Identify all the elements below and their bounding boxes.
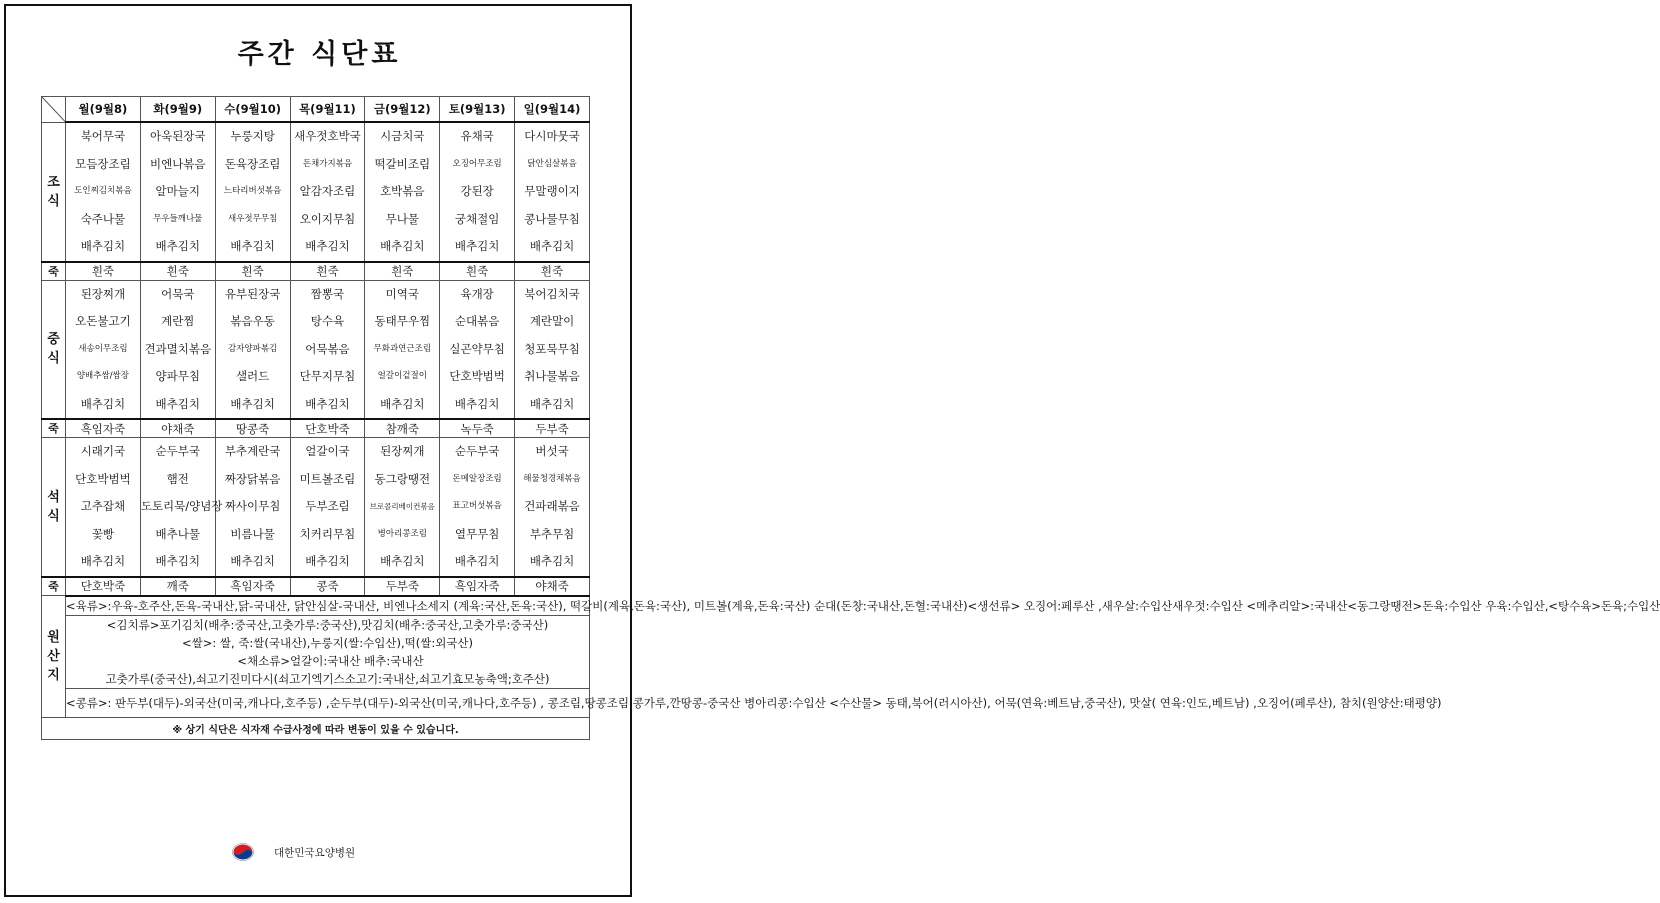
menu-item: 된장찌개 <box>80 286 126 301</box>
origin-line: <육류>:우육-호주산,돈육-국내산,닭-국내산, 닭안심살-국내산, 비엔나소세지 (계육:국산,돈육:국산), 떡갈비(계육,돈육:국산), 미트볼(계육,돈육:국산) 순대(돈창:국내산,돈혈:국내산)<생선류> 오징어:페루산 ,새우살:수입산새우젓:수입산 <메추리알>:국내산<동그랑땡전>돈육:수입산 우육:수입산,<탕수육>돈육;수입산 <box>66 598 1660 613</box>
menu-item: 열무무침 <box>454 526 500 541</box>
menu-item: 북어무국 <box>80 129 126 143</box>
day-header: 월(9월8) <box>66 97 141 123</box>
origin-line: <쌀>: 쌀, 죽:쌀(국내산),누룽지(쌀:수입산),떡(쌀:외국산) <box>181 635 474 650</box>
day-menu-cell <box>515 280 590 419</box>
menu-item: 육개장 <box>460 286 494 301</box>
day-header: 일(9월14) <box>515 97 590 123</box>
origin-block-meat <box>66 596 1660 616</box>
porridge-item: 흰죽 <box>365 262 440 281</box>
menu-item: 짜장닭볶음 <box>224 471 281 486</box>
page-title: 주간 식단표 <box>237 39 402 70</box>
meal-label: 중 식 <box>42 280 66 419</box>
menu-item: 양배추쌈/쌈장 <box>76 371 129 381</box>
org-name: 대한민국요양병원 <box>274 846 356 859</box>
menu-item: 도토리묵/양념장 <box>140 499 223 513</box>
day-menu-cell <box>215 122 290 262</box>
menu-item: 부추계란국 <box>224 444 281 458</box>
porridge-item: 단호박죽 <box>66 577 141 596</box>
day-menu-cell <box>140 122 215 262</box>
menu-item: 비엔나볶음 <box>149 156 206 171</box>
menu-item: 고추잡채 <box>80 499 126 513</box>
day-menu-cell <box>365 122 440 262</box>
menu-item: 비름나물 <box>230 526 275 541</box>
menu-item: 병아리콩조림 <box>377 528 427 539</box>
menu-item: 된장찌개 <box>380 444 425 458</box>
menu-item: 알감자조림 <box>299 184 356 198</box>
origin-line: <김치류>포기김치(배추:중국산,고춧가루:중국산),맛김치(배추:중국산,고춧가루:중국산) <box>106 617 549 632</box>
porridge-item: 흑임자죽 <box>215 577 290 596</box>
day-menu-cell <box>290 122 365 262</box>
menu-item: 단호박범벅 <box>75 471 131 486</box>
menu-item: 미트볼조림 <box>299 471 356 486</box>
menu-item: 배추김치 <box>305 554 350 568</box>
porridge-item: 참깨죽 <box>365 419 440 438</box>
juk-label: 죽 <box>42 419 66 438</box>
menu-item: 호박볶음 <box>380 184 425 198</box>
menu-item: 순두부국 <box>155 444 200 458</box>
footer <box>232 842 355 862</box>
menu-item: 느타리버섯볶음 <box>223 186 282 196</box>
menu-item: 동태무우찜 <box>374 314 431 328</box>
menu-item: 어묵볶음 <box>305 341 350 356</box>
menu-item: 취나물볶음 <box>524 369 580 383</box>
origin-line: <콩류>: 판두부(대두)-외국산(미국,캐나다,호주등) ,순두부(대두)-외국산(미국,캐나다,호주등) , 콩조림,땅콩조림,콩가루,깐땅콩-중국산 병아리콩:수입산 <수산물> 동태,북어(러시아산), 어묵(연육:베트남,중국산), 맛살( 연육:인도,베트남) ,오징어(페루산), 참치(원양산:태평양) <box>66 695 1442 710</box>
origin-block-beans-seafood <box>66 688 1442 717</box>
day-menu-cell <box>515 122 590 262</box>
menu-item: 오돈불고기 <box>75 314 131 328</box>
menu-item: 새송이무조림 <box>78 343 128 354</box>
day-menu-cell <box>365 280 440 419</box>
menu-item: 브로콜리베이컨볶음 <box>369 502 435 511</box>
menu-item: 배추김치 <box>380 396 425 411</box>
menu-item: 배추김치 <box>305 396 350 411</box>
menu-item: 배추김치 <box>380 554 425 568</box>
menu-item: 표고버섯볶음 <box>452 501 502 511</box>
menu-item: 무화과연근조림 <box>373 343 432 354</box>
menu-item: 배추김치 <box>529 396 575 411</box>
menu-item: 돈메알장조림 <box>452 473 502 484</box>
menu-item: 배추김치 <box>230 239 275 253</box>
menu-item: 숙주나물 <box>80 211 126 226</box>
porridge-item: 야채죽 <box>515 577 590 596</box>
menu-item: 두부조림 <box>305 499 350 513</box>
menu-item: 계란찜 <box>161 314 195 328</box>
menu-item: 다시마뭇국 <box>524 129 580 143</box>
menu-item: 배추김치 <box>380 239 425 253</box>
meal-label: 석 식 <box>42 438 66 577</box>
porridge-item: 흑임자죽 <box>66 419 141 438</box>
day-menu-cell <box>440 122 515 262</box>
menu-item: 샐러드 <box>235 369 270 383</box>
menu-item: 닭안심살볶음 <box>527 158 577 169</box>
day-menu-cell <box>66 438 141 577</box>
juk-label: 죽 <box>42 262 66 281</box>
menu-item: 순대볶음 <box>454 314 500 328</box>
day-menu-cell <box>290 280 365 419</box>
menu-item: 배추김치 <box>529 239 575 253</box>
menu-item: 시래기국 <box>80 444 126 458</box>
day-menu-cell <box>290 438 365 577</box>
menu-item: 시금치국 <box>380 129 425 143</box>
porridge-item: 단호박죽 <box>290 419 365 438</box>
menu-item: 돈채가지볶음 <box>302 158 353 169</box>
menu-item: 배추김치 <box>155 396 200 411</box>
menu-item: 볶음우동 <box>230 314 275 328</box>
menu-item: 배추김치 <box>305 239 350 253</box>
day-header: 수(9월10) <box>215 97 290 123</box>
porridge-item: 녹두죽 <box>440 419 515 438</box>
porridge-item: 땅콩죽 <box>215 419 290 438</box>
menu-item: 유부된장국 <box>224 286 281 301</box>
menu-item: 실곤약무침 <box>449 341 505 356</box>
menu-item: 새우젓무무침 <box>227 213 278 224</box>
menu-item: 버섯국 <box>535 444 569 458</box>
menu-item: 떡갈비조림 <box>374 156 431 171</box>
weekly-menu-table <box>41 96 1660 740</box>
menu-item: 유채국 <box>460 129 494 143</box>
day-menu-cell <box>140 438 223 577</box>
menu-item: 돈육장조림 <box>224 156 281 171</box>
menu-item: 해물청경채볶음 <box>523 473 581 484</box>
menu-item: 감자양파볶김 <box>227 343 278 354</box>
day-menu-cell <box>440 280 515 419</box>
meal-label: 조 식 <box>42 122 66 262</box>
menu-item: 모듬장조림 <box>75 156 131 171</box>
menu-item: 단무지무침 <box>299 369 356 383</box>
menu-item: 치커리무침 <box>299 526 356 541</box>
origin-line: 고춧가루(중국산),쇠고기진미다시(쇠고기엑기스소고기:국내산,쇠고기효모농축액;호주산) <box>105 671 550 686</box>
menu-item: 무우들깨나물 <box>153 213 203 224</box>
menu-item: 알마늘지 <box>155 184 200 198</box>
menu-item: 배추김치 <box>529 554 575 568</box>
menu-item: 도인찌김치볶음 <box>74 186 132 196</box>
notice: ※ 상기 식단은 식자재 수급사정에 따라 변동이 있을 수 있습니다. <box>42 717 590 739</box>
menu-item: 오징어무조림 <box>452 158 502 169</box>
menu-item: 동그랑땡전 <box>374 471 431 486</box>
menu-item: 건파래볶음 <box>524 499 580 513</box>
porridge-item: 흰죽 <box>440 262 515 281</box>
menu-item: 배추김치 <box>155 554 200 568</box>
day-header: 토(9월13) <box>440 97 515 123</box>
menu-item: 배추김치 <box>80 554 126 568</box>
origin-block-kimchi-rice <box>66 615 590 688</box>
origin-line: <채소류>얼갈이:국내산 배추:국내산 <box>237 653 424 668</box>
menu-item: 배추김치 <box>230 396 275 411</box>
menu-item: 견과멸치볶음 <box>144 341 212 356</box>
menu-item: 부추무침 <box>529 526 575 541</box>
menu-item: 배추김치 <box>230 554 275 568</box>
day-menu-cell <box>66 280 141 419</box>
day-menu-cell <box>515 438 590 577</box>
menu-item: 궁채절임 <box>454 211 500 226</box>
porridge-item: 흰죽 <box>290 262 365 281</box>
menu-item: 양파무침 <box>155 369 200 383</box>
porridge-item: 흰죽 <box>140 262 215 281</box>
menu-item: 콩나물무침 <box>524 211 580 226</box>
day-header: 화(9월9) <box>140 97 215 123</box>
day-menu-cell <box>215 438 290 577</box>
juk-label: 죽 <box>42 577 66 596</box>
corner-cell <box>42 97 66 123</box>
porridge-item: 흑임자죽 <box>440 577 515 596</box>
porridge-item: 두부죽 <box>365 577 440 596</box>
day-menu-cell <box>440 438 515 577</box>
origin-label: 원 산 지 <box>42 596 66 718</box>
porridge-item: 흰죽 <box>215 262 290 281</box>
menu-item: 강된장 <box>460 184 494 198</box>
menu-item: 청포묵무침 <box>524 341 580 356</box>
day-menu-cell <box>365 438 440 577</box>
menu-item: 얼갈이국 <box>305 444 350 458</box>
porridge-item: 콩죽 <box>290 577 365 596</box>
menu-item: 북어김치국 <box>524 286 580 301</box>
menu-item: 오이지무침 <box>299 211 356 226</box>
day-header: 목(9월11) <box>290 97 365 123</box>
porridge-item: 흰죽 <box>66 262 141 281</box>
menu-item: 어묵국 <box>161 286 195 301</box>
menu-item: 배추나물 <box>155 526 200 541</box>
menu-item: 계란말이 <box>529 314 575 328</box>
porridge-item: 깨죽 <box>140 577 215 596</box>
menu-item: 무나물 <box>385 211 419 226</box>
porridge-item: 흰죽 <box>515 262 590 281</box>
menu-item: 단호박범벅 <box>449 369 505 383</box>
menu-item: 배추김치 <box>454 396 500 411</box>
menu-item: 배추김치 <box>155 239 200 253</box>
menu-item: 얼갈이겉절이 <box>377 371 427 381</box>
menu-item: 짬뽕국 <box>310 286 345 301</box>
menu-item: 무말랭이지 <box>524 184 580 198</box>
menu-item: 배추김치 <box>454 239 500 253</box>
day-header: 금(9월12) <box>365 97 440 123</box>
day-menu-cell <box>215 280 290 419</box>
menu-item: 누룽지탕 <box>230 129 275 143</box>
menu-item: 햄전 <box>166 471 189 486</box>
day-menu-cell <box>140 280 215 419</box>
menu-item: 꽃빵 <box>91 526 115 541</box>
porridge-item: 야채죽 <box>140 419 215 438</box>
menu-item: 탕수육 <box>310 314 345 328</box>
day-menu-cell <box>66 122 141 262</box>
org-logo-icon <box>232 843 254 861</box>
menu-item: 배추김치 <box>80 396 126 411</box>
menu-item: 배추김치 <box>454 554 500 568</box>
menu-item: 아욱된장국 <box>149 129 206 143</box>
porridge-item: 두부죽 <box>515 419 590 438</box>
menu-item: 새우젓호박국 <box>294 129 361 143</box>
menu-item: 짜사이무침 <box>224 499 281 513</box>
menu-item: 배추김치 <box>80 239 126 253</box>
menu-item: 순두부국 <box>454 444 500 458</box>
menu-item: 미역국 <box>385 286 419 301</box>
